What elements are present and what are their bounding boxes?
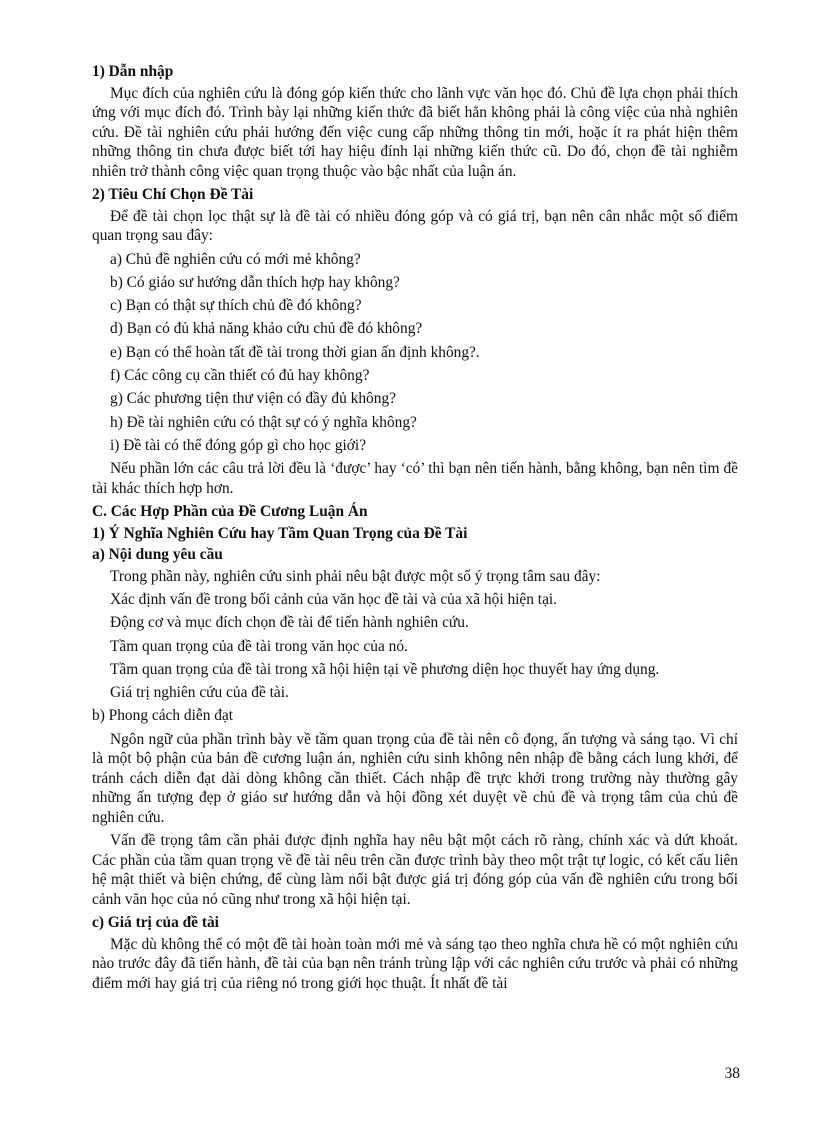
criteria-item: d) Bạn có đủ khả năng khảo cứu chủ đề đó không? xyxy=(110,320,423,338)
paragraph-writing-style-1: Ngôn ngữ của phần trình bày về tầm quan trọng của đề tài nên cô đọng, ấn tượng và sáng tạo. Vì chỉ là một bộ phận của bản đề cương luận án, nghiên cứu sinh không nên nhập đề bằng cách lung khởi, để tránh cách diễn đạt dài dòng không cần thiết. Cách nhập đề trực khởi trong trường này thường gây những ấn tượng đẹp ở giáo sư hướng dẫn và hội đồng xét duyệt về chủ đề và trọng tâm của chủ đề nghiên cứu. xyxy=(92,730,738,826)
criteria-item: g) Các phương tiện thư viện có đầy đủ không? xyxy=(110,390,396,408)
paragraph-topic-value: Mặc dù không thể có một đề tài hoàn toàn mới mẻ và sáng tạo theo nghĩa chưa hề có một nghiên cứu nào trước đây đã tiến hành, đề tài của bạn nên tránh trùng lập với các nghiên cứu trước và phải có những điểm mới hay giá trị của riêng nó trong giới học thuật. Ít nhất đề tài xyxy=(92,935,738,992)
paragraph-writing-style-2: Vấn đề trọng tâm cần phải được định nghĩa hay nêu bật một cách rõ ràng, chính xác và dứt khoát. Các phần của tầm quan trọng về đề tài nêu trên cần được trình bày theo một trật tự logic, có kết cấu liên hệ mật thiết và biện chứng, để cùng làm nổi bật được giá trị đóng góp của vấn đề nghiên cứu trong bối cảnh văn học của nó cũng như trong xã hội hiện tại. xyxy=(92,832,738,908)
heading-required-content: a) Nội dung yêu cầu xyxy=(92,546,223,564)
required-item: Xác định vấn đề trong bối cảnh của văn học đề tài và của xã hội hiện tại. xyxy=(110,590,558,608)
criteria-item: b) Có giáo sư hướng dẫn thích hợp hay không? xyxy=(110,273,400,291)
paragraph-introduction: Mục đích của nghiên cứu là đóng góp kiến thức cho lãnh vực văn học đó. Chủ đề lựa chọn phải thích ứng với mục đích đó. Trình bày lại những kiến thức đã biết hẳn không phải là công việc của nhà nghiên cứu. Đề tài nghiên cứu phải hướng đến việc cung cấp những thông tin mới, hoặc ít ra phát hiện thêm những thông tin chưa được biết tới hay hiệu đính lại những kiến thức cũ. Do đó, chọn đề tài nghiễm nhiên trở thành công việc quan trọng thuộc vào bậc nhất của luận án. xyxy=(92,84,738,180)
heading-writing-style: b) Phong cách diễn đạt xyxy=(92,707,234,725)
required-item: Động cơ và mục đích chọn đề tài để tiến hành nghiên cứu. xyxy=(110,614,469,632)
criteria-item: h) Đề tài nghiên cứu có thật sự có ý nghĩa không? xyxy=(110,413,417,431)
paragraph-criteria-closing: Nếu phần lớn các câu trả lời đều là ‘được’ hay ‘có’ thì bạn nên tiến hành, bằng không, bạn nên tìm đề tài khác thích hợp hơn. xyxy=(92,460,738,497)
paragraph-required-intro: Trong phần này, nghiên cứu sinh phải nêu bật được một số ý trọng tâm sau đây: xyxy=(110,567,601,585)
criteria-item: i) Đề tài có thể đóng góp gì cho học giới? xyxy=(110,436,367,454)
required-item: Tầm quan trọng của đề tài trong văn học của nó. xyxy=(110,637,408,655)
heading-topic-value: c) Giá trị của đề tài xyxy=(92,914,219,932)
heading-introduction: 1) Dẫn nhập xyxy=(92,63,174,80)
heading-significance: 1) Ý Nghĩa Nghiên Cứu hay Tầm Quan Trọng của Đề Tài xyxy=(92,524,468,542)
criteria-item: f) Các công cụ cần thiết có đủ hay không? xyxy=(110,366,370,384)
required-item: Giá trị nghiên cứu của đề tài. xyxy=(110,684,289,702)
heading-proposal-components: C. Các Hợp Phần của Đề Cương Luận Án xyxy=(92,503,368,521)
criteria-item: c) Bạn có thật sự thích chủ đề đó không? xyxy=(110,297,362,315)
criteria-item: e) Bạn có thể hoàn tất đề tài trong thời gian ấn định không?. xyxy=(110,343,480,361)
heading-topic-criteria: 2) Tiêu Chí Chọn Đề Tài xyxy=(92,186,254,203)
paragraph-criteria-intro: Để đề tài chọn lọc thật sự là đề tài có nhiều đóng góp và có giá trị, bạn nên cân nhắc một số điểm quan trọng sau đây: xyxy=(92,207,738,244)
criteria-item: a) Chủ đề nghiên cứu có mới mẻ không? xyxy=(110,250,361,268)
required-item: Tầm quan trọng của đề tài trong xã hội hiện tại về phương diện học thuyết hay ứng dụng. xyxy=(110,660,660,678)
page-number: 38 xyxy=(724,1065,740,1082)
page-body xyxy=(92,62,738,993)
